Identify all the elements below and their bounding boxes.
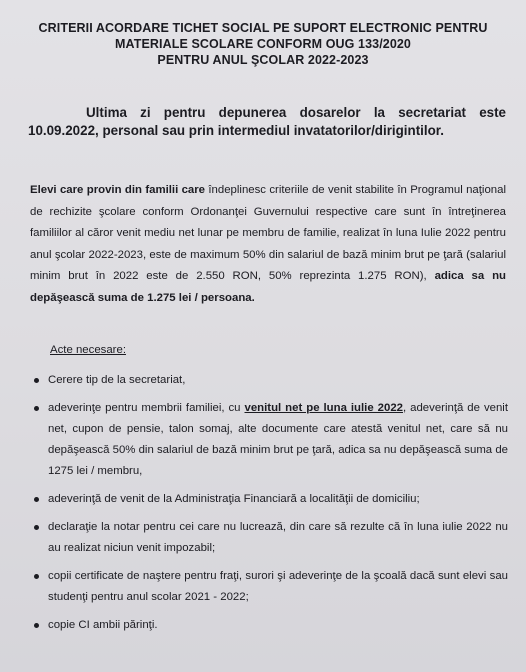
- bullet-icon: [34, 378, 39, 383]
- list-item: [0, 398, 526, 482]
- eligibility-limit: adica sa nu depăşească suma de 1.275 lei / persoana.: [30, 270, 506, 304]
- list-item: [0, 566, 526, 608]
- list-item-text: copii certificate de naştere pentru fraţi, surori şi adeverinţe de la şcoală dacă sunt elevi sau studenţi pentru anul scolar 2021 - 2022;: [48, 570, 508, 603]
- list-item: [0, 615, 526, 636]
- required-documents-list: [0, 370, 526, 643]
- list-item: [0, 370, 526, 391]
- bullet-icon: [34, 497, 39, 502]
- title-line-1: CRITERII ACORDARE TICHET SOCIAL PE SUPORT ELECTRONIC PENTRU: [38, 21, 488, 35]
- list-item: [0, 517, 526, 559]
- list-item-prefix: adeverinţe pentru membrii familiei, cu: [48, 402, 245, 414]
- title-line-2: MATERIALE SCOLARE CONFORM OUG 133/2020: [115, 37, 411, 51]
- document-title: [0, 20, 526, 68]
- list-item-text: Cerere tip de la secretariat,: [48, 374, 186, 386]
- bullet-icon: [34, 574, 39, 579]
- list-item-suffix: , adeverinţă de venit net, cupon de pensie, talon somaj, alte documente care atestă venitul net, care să nu depăşească 50% din salariul de bază minim brut pe ţară, adica sa nu depăşească suma de 1275 lei / membru,: [48, 402, 509, 477]
- eligibility-lead: Elevi care provin din familii care: [30, 184, 206, 196]
- title-line-3: PENTRU ANUL ŞCOLAR 2022-2023: [157, 53, 369, 67]
- bullet-icon: [34, 525, 39, 530]
- list-item-text: copie CI ambii părinţi.: [48, 619, 158, 631]
- list-item-text: adeverinţă de venit de la Administraţia Financiară a localităţii de domiciliu;: [48, 493, 420, 505]
- eligibility-paragraph: [30, 180, 506, 309]
- list-item: [0, 489, 526, 510]
- bullet-icon: [34, 406, 39, 411]
- eligibility-body: îndeplinesc criteriile de venit stabilite în Programul naţional de rechizite şcolare conform Ordonanţei Guvernului respective care sunt în întreţinerea familiilor al căror venit mediu net lunar pe membru de familie, realizat în luna Iulie 2022 pentru anul şcolar 2022-2023, este de maximum 50% din salariul de bază minim brut pe ţară (salariul minim brut în 2022 este de 2.550 RON, 50% reprezinta 1.275 RON),: [30, 184, 506, 282]
- deadline-text: Ultima zi pentru depunerea dosarelor la secretariat este 10.09.2022, personal sau prin intermediul invatatorilor/dirigintilor.: [28, 105, 506, 138]
- list-item-text: declaraţie la notar pentru cei care nu lucrează, din care să rezulte că în luna iulie 2022 nu au realizat niciun venit impozabil;: [48, 521, 508, 554]
- required-documents-heading: Acte necesare:: [50, 344, 126, 356]
- deadline-notice: [28, 104, 506, 140]
- bullet-icon: [34, 623, 39, 628]
- list-item-emphasis: venitul net pe luna iulie 2022: [244, 402, 403, 414]
